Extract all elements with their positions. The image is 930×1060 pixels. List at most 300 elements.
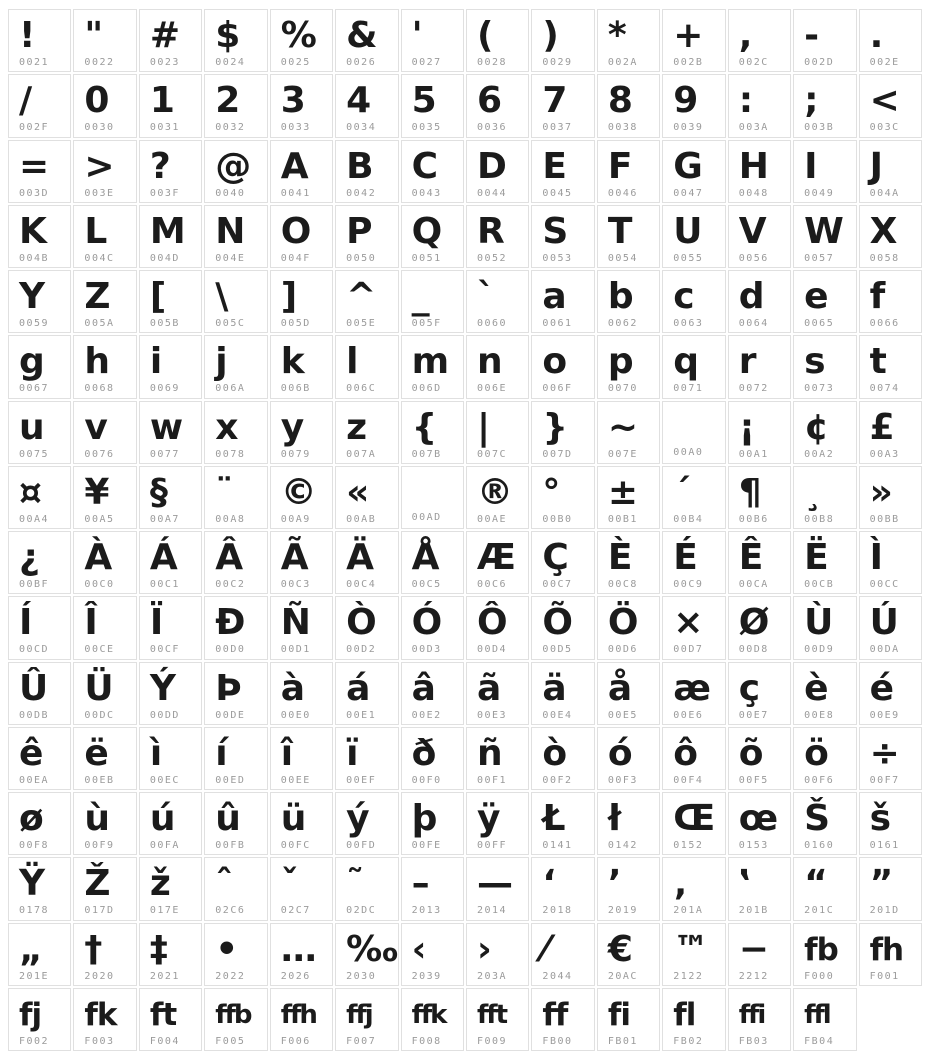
glyph-cell-00F8[interactable] — [8, 792, 71, 855]
glyph-cell-002E[interactable] — [859, 9, 922, 72]
glyph-cell-00A7[interactable] — [139, 466, 202, 529]
glyph-cell-00A9[interactable] — [270, 466, 333, 529]
glyph: 5 — [411, 80, 436, 122]
glyph-cell-00CF[interactable] — [139, 596, 202, 659]
glyph-cell-00E3[interactable] — [466, 662, 529, 725]
glyph: 6 — [476, 80, 502, 122]
glyph-cell-2018[interactable] — [531, 857, 594, 920]
glyph-cell-2044[interactable] — [531, 923, 594, 986]
glyph: _ — [411, 276, 429, 317]
codepoint-label: 203A — [476, 970, 508, 982]
glyph-cell-201C[interactable] — [793, 857, 856, 920]
glyph-cell-0160[interactable] — [793, 792, 856, 855]
glyph-cell-FB04[interactable] — [793, 988, 856, 1051]
glyph-cell-201E[interactable] — [8, 923, 71, 986]
glyph-cell-003C[interactable] — [859, 74, 922, 137]
glyph-cell-F002[interactable] — [8, 988, 71, 1051]
glyph: È — [607, 537, 632, 578]
glyph-cell-00F6[interactable] — [793, 727, 856, 790]
glyph-cell-00F9[interactable] — [73, 792, 136, 855]
glyph-cell-0067[interactable] — [8, 335, 71, 398]
glyph-cell-00D8[interactable] — [728, 596, 791, 659]
glyph-cell-00C6[interactable] — [466, 531, 529, 594]
glyph-cell-0031[interactable] — [139, 74, 202, 137]
glyph-cell-0070[interactable] — [597, 335, 660, 398]
glyph-cell-F006[interactable] — [270, 988, 333, 1051]
codepoint-label: 0058 — [869, 252, 900, 264]
glyph-cell-005B[interactable] — [139, 270, 202, 333]
glyph: V — [738, 210, 766, 252]
glyph-cell-007C[interactable] — [466, 401, 529, 464]
glyph: Ø — [738, 602, 769, 644]
glyph-cell-F001[interactable] — [859, 923, 922, 986]
codepoint-label: 004B — [19, 252, 50, 264]
glyph-cell-004C[interactable] — [73, 205, 136, 268]
glyph-cell-00B6[interactable] — [728, 466, 791, 529]
glyph-cell-005C[interactable] — [204, 270, 267, 333]
glyph-cell-0033[interactable] — [270, 74, 333, 137]
glyph: Ü — [84, 667, 113, 709]
glyph-cell-FB00[interactable] — [531, 988, 594, 1051]
codepoint-label: 0031 — [149, 122, 180, 134]
glyph-cell-00AB[interactable] — [335, 466, 398, 529]
glyph-cell-0045[interactable] — [531, 140, 594, 203]
glyph-cell-F007[interactable] — [335, 988, 398, 1051]
codepoint-label: 00FD — [346, 840, 377, 851]
glyph-cell-006F[interactable] — [531, 335, 594, 398]
glyph-cell-00D4[interactable] — [466, 596, 529, 659]
glyph-cell-2212[interactable] — [728, 923, 791, 986]
glyph: [ — [149, 276, 166, 317]
codepoint-label: 003F — [149, 187, 180, 199]
codepoint-label: 007E — [607, 448, 638, 460]
glyph-cell-0050[interactable] — [335, 205, 398, 268]
glyph: „ — [19, 928, 42, 970]
glyph-cell-201B[interactable] — [728, 857, 791, 920]
glyph-cell-005F[interactable] — [401, 270, 464, 333]
glyph-cell-00E7[interactable] — [728, 662, 791, 725]
glyph-cell-006C[interactable] — [335, 335, 398, 398]
glyph-cell-00EE[interactable] — [270, 727, 333, 790]
glyph-cell-2022[interactable] — [204, 923, 267, 986]
codepoint-label: 0043 — [411, 187, 442, 199]
glyph-cell-00E1[interactable] — [335, 662, 398, 725]
glyph-cell-00DB[interactable] — [8, 662, 71, 725]
glyph-cell-00E5[interactable] — [597, 662, 660, 725]
glyph-cell-005A[interactable] — [73, 270, 136, 333]
glyph-cell-0049[interactable] — [793, 140, 856, 203]
glyph: } — [542, 406, 568, 448]
codepoint-label: 0178 — [19, 905, 50, 917]
glyph-cell-00DC[interactable] — [73, 662, 136, 725]
glyph: + — [673, 15, 703, 56]
glyph-cell-00E9[interactable] — [859, 662, 922, 725]
glyph-cell-00D2[interactable] — [335, 596, 398, 659]
glyph-cell-007E[interactable] — [597, 401, 660, 464]
glyph-cell-006A[interactable] — [204, 335, 267, 398]
glyph-cell-003D[interactable] — [8, 140, 71, 203]
glyph-cell-2014[interactable] — [466, 857, 529, 920]
glyph-cell-00D0[interactable] — [204, 596, 267, 659]
glyph-cell-2030[interactable] — [335, 923, 398, 986]
codepoint-label: 005F — [411, 318, 442, 329]
glyph: − — [738, 928, 768, 970]
glyph-cell-00EA[interactable] — [8, 727, 71, 790]
glyph-cell-0060[interactable] — [466, 270, 529, 333]
glyph-cell-0057[interactable] — [793, 205, 856, 268]
codepoint-label: 00EA — [19, 774, 50, 786]
glyph-cell-002B[interactable] — [662, 9, 725, 72]
glyph: ( — [476, 15, 493, 56]
glyph-cell-00F1[interactable] — [466, 727, 529, 790]
glyph-cell-0152[interactable] — [662, 792, 725, 855]
glyph: Û — [19, 667, 48, 709]
glyph-cell-0071[interactable] — [662, 335, 725, 398]
glyph-cell-F008[interactable] — [401, 988, 464, 1051]
glyph-cell-004E[interactable] — [204, 205, 267, 268]
glyph-cell-00BF[interactable] — [8, 531, 71, 594]
glyph-cell-00A0[interactable] — [662, 401, 725, 464]
glyph-cell-00B1[interactable] — [597, 466, 660, 529]
glyph-cell-0023[interactable] — [139, 9, 202, 72]
glyph-cell-004B[interactable] — [8, 205, 71, 268]
glyph-cell-F009[interactable] — [466, 988, 529, 1051]
glyph-cell-0047[interactable] — [662, 140, 725, 203]
glyph-cell-0066[interactable] — [859, 270, 922, 333]
glyph-cell-0055[interactable] — [662, 205, 725, 268]
glyph: j — [215, 341, 227, 383]
glyph-cell-00F0[interactable] — [401, 727, 464, 790]
codepoint-label: 00F6 — [804, 774, 835, 786]
glyph-cell-002C[interactable] — [728, 9, 791, 72]
glyph-cell-0061[interactable] — [531, 270, 594, 333]
glyph-cell-00F4[interactable] — [662, 727, 725, 790]
glyph-cell-0026[interactable] — [335, 9, 398, 72]
codepoint-label: 00CB — [804, 579, 835, 590]
glyph-cell-00C4[interactable] — [335, 531, 398, 594]
glyph: * — [607, 15, 626, 56]
glyph-cell-0072[interactable] — [728, 335, 791, 398]
codepoint-label: 20AC — [607, 970, 638, 982]
glyph-cell-F005[interactable] — [204, 988, 267, 1051]
glyph-cell-0142[interactable] — [597, 792, 660, 855]
glyph: ¤ — [19, 471, 41, 513]
glyph-cell-201D[interactable] — [859, 857, 922, 920]
glyph-cell-0161[interactable] — [859, 792, 922, 855]
glyph-cell-00D5[interactable] — [531, 596, 594, 659]
glyph-cell-0028[interactable] — [466, 9, 529, 72]
glyph-cell-0064[interactable] — [728, 270, 791, 333]
glyph-cell-00F3[interactable] — [597, 727, 660, 790]
glyph-cell-0037[interactable] — [531, 74, 594, 137]
glyph-cell-00FE[interactable] — [401, 792, 464, 855]
glyph-cell-F004[interactable] — [139, 988, 202, 1051]
glyph-cell-2039[interactable] — [401, 923, 464, 986]
glyph-cell-00BB[interactable] — [859, 466, 922, 529]
glyph-cell-0036[interactable] — [466, 74, 529, 137]
glyph-cell-FB03[interactable] — [728, 988, 791, 1051]
glyph-cell-00A4[interactable] — [8, 466, 71, 529]
glyph-cell-00A8[interactable] — [204, 466, 267, 529]
glyph-cell-00E2[interactable] — [401, 662, 464, 725]
glyph-cell-0025[interactable] — [270, 9, 333, 72]
glyph-cell-00A2[interactable] — [793, 401, 856, 464]
glyph-cell-0068[interactable] — [73, 335, 136, 398]
codepoint-label: 0051 — [411, 252, 442, 264]
glyph-cell-0042[interactable] — [335, 140, 398, 203]
codepoint-label: 00C9 — [673, 579, 704, 590]
glyph-cell-00EB[interactable] — [73, 727, 136, 790]
codepoint-label: 00CF — [149, 644, 180, 656]
glyph-cell-002D[interactable] — [793, 9, 856, 72]
glyph-cell-0079[interactable] — [270, 401, 333, 464]
codepoint-label: 00DE — [215, 709, 246, 721]
glyph-cell-003A[interactable] — [728, 74, 791, 137]
codepoint-label: 00E9 — [869, 709, 900, 721]
glyph-cell-00B8[interactable] — [793, 466, 856, 529]
glyph-cell-0040[interactable] — [204, 140, 267, 203]
glyph-cell-2020[interactable] — [73, 923, 136, 986]
glyph: q — [673, 341, 699, 383]
glyph-cell-02C6[interactable] — [204, 857, 267, 920]
codepoint-label: 002C — [738, 57, 769, 68]
glyph-cell-203A[interactable] — [466, 923, 529, 986]
glyph-cell-004F[interactable] — [270, 205, 333, 268]
glyph-cell-00A3[interactable] — [859, 401, 922, 464]
glyph-cell-0078[interactable] — [204, 401, 267, 464]
codepoint-label: 00E6 — [673, 709, 704, 721]
glyph-cell-20AC[interactable] — [597, 923, 660, 986]
glyph: ¨ — [215, 471, 233, 513]
codepoint-label: 00EF — [346, 774, 377, 786]
glyph: Q — [411, 210, 442, 252]
glyph-cell-004A[interactable] — [859, 140, 922, 203]
glyph: Ì — [869, 537, 882, 578]
glyph-cell-00CE[interactable] — [73, 596, 136, 659]
glyph-cell-0032[interactable] — [204, 74, 267, 137]
glyph-cell-002F[interactable] — [8, 74, 71, 137]
glyph-cell-00C2[interactable] — [204, 531, 267, 594]
glyph-cell-0021[interactable] — [8, 9, 71, 72]
glyph-cell-00E0[interactable] — [270, 662, 333, 725]
glyph-cell-0053[interactable] — [531, 205, 594, 268]
glyph-cell-00DD[interactable] — [139, 662, 202, 725]
glyph-cell-0052[interactable] — [466, 205, 529, 268]
glyph-cell-002A[interactable] — [597, 9, 660, 72]
glyph-cell-006B[interactable] — [270, 335, 333, 398]
glyph: A — [280, 145, 308, 187]
glyph-cell-0039[interactable] — [662, 74, 725, 137]
glyph-cell-007A[interactable] — [335, 401, 398, 464]
glyph: Ù — [804, 602, 833, 644]
glyph-cell-0034[interactable] — [335, 74, 398, 137]
glyph-cell-00D7[interactable] — [662, 596, 725, 659]
glyph-cell-00F2[interactable] — [531, 727, 594, 790]
glyph-cell-0022[interactable] — [73, 9, 136, 72]
glyph-cell-0041[interactable] — [270, 140, 333, 203]
glyph: 8 — [607, 80, 632, 122]
glyph-cell-00C5[interactable] — [401, 531, 464, 594]
glyph-cell-2122[interactable] — [662, 923, 725, 986]
codepoint-label: 004A — [869, 187, 900, 199]
glyph-cell-00B0[interactable] — [531, 466, 594, 529]
glyph: – — [411, 863, 429, 905]
glyph-cell-006D[interactable] — [401, 335, 464, 398]
glyph-cell-0074[interactable] — [859, 335, 922, 398]
glyph-cell-00ED[interactable] — [204, 727, 267, 790]
glyph-cell-00E6[interactable] — [662, 662, 725, 725]
glyph-cell-00D6[interactable] — [597, 596, 660, 659]
glyph: i — [149, 341, 162, 383]
glyph-cell-0058[interactable] — [859, 205, 922, 268]
glyph-cell-00C8[interactable] — [597, 531, 660, 594]
glyph-cell-2019[interactable] — [597, 857, 660, 920]
glyph-cell-0062[interactable] — [597, 270, 660, 333]
codepoint-label: 2212 — [738, 970, 769, 982]
codepoint-label: 0062 — [607, 318, 638, 329]
glyph-cell-00C1[interactable] — [139, 531, 202, 594]
glyph-cell-2021[interactable] — [139, 923, 202, 986]
glyph-cell-F000[interactable] — [793, 923, 856, 986]
codepoint-label: 0021 — [19, 57, 50, 68]
glyph-cell-0043[interactable] — [401, 140, 464, 203]
glyph-cell-00E4[interactable] — [531, 662, 594, 725]
glyph-cell-0076[interactable] — [73, 401, 136, 464]
glyph-cell-F003[interactable] — [73, 988, 136, 1051]
codepoint-label: 0044 — [476, 187, 508, 199]
glyph-cell-201A[interactable] — [662, 857, 725, 920]
glyph-cell-007B[interactable] — [401, 401, 464, 464]
glyph-cell-00CB[interactable] — [793, 531, 856, 594]
codepoint-label: 00F8 — [19, 840, 50, 851]
glyph-cell-0069[interactable] — [139, 335, 202, 398]
glyph-cell-0038[interactable] — [597, 74, 660, 137]
glyph-cell-02DC[interactable] — [335, 857, 398, 920]
glyph-cell-02C7[interactable] — [270, 857, 333, 920]
codepoint-label: 00BF — [19, 579, 50, 590]
glyph: Ä — [346, 537, 374, 578]
glyph: R — [476, 210, 504, 252]
codepoint-label: 00CD — [19, 644, 50, 656]
glyph: ò — [542, 732, 567, 774]
glyph: e — [804, 276, 828, 317]
glyph: † — [84, 928, 102, 970]
glyph-cell-0073[interactable] — [793, 335, 856, 398]
glyph-cell-004D[interactable] — [139, 205, 202, 268]
glyph-cell-0063[interactable] — [662, 270, 725, 333]
glyph-cell-0059[interactable] — [8, 270, 71, 333]
glyph-cell-00AD[interactable] — [401, 466, 464, 529]
codepoint-label: 0052 — [476, 252, 508, 264]
codepoint-label: 00C8 — [607, 579, 638, 590]
glyph-cell-00F7[interactable] — [859, 727, 922, 790]
glyph-cell-0056[interactable] — [728, 205, 791, 268]
glyph-cell-0153[interactable] — [728, 792, 791, 855]
glyph-cell-00E8[interactable] — [793, 662, 856, 725]
glyph-cell-0029[interactable] — [531, 9, 594, 72]
codepoint-label: 0035 — [411, 122, 442, 134]
glyph-cell-0075[interactable] — [8, 401, 71, 464]
glyph-cell-0035[interactable] — [401, 74, 464, 137]
glyph-cell-00D1[interactable] — [270, 596, 333, 659]
glyph-cell-00FA[interactable] — [139, 792, 202, 855]
glyph: Ú — [869, 602, 898, 644]
glyph-cell-003B[interactable] — [793, 74, 856, 137]
glyph: ⁄ — [542, 928, 548, 970]
glyph-cell-FB02[interactable] — [662, 988, 725, 1051]
glyph-cell-017D[interactable] — [73, 857, 136, 920]
glyph-cell-00D3[interactable] — [401, 596, 464, 659]
glyph-cell-003E[interactable] — [73, 140, 136, 203]
glyph: Ł — [542, 798, 565, 839]
glyph-cell-00CC[interactable] — [859, 531, 922, 594]
glyph-cell-0024[interactable] — [204, 9, 267, 72]
glyph-cell-0051[interactable] — [401, 205, 464, 268]
glyph-cell-0030[interactable] — [73, 74, 136, 137]
glyph-cell-00CD[interactable] — [8, 596, 71, 659]
glyph-cell-00C7[interactable] — [531, 531, 594, 594]
glyph-cell-00CA[interactable] — [728, 531, 791, 594]
glyph-cell-00AE[interactable] — [466, 466, 529, 529]
glyph-cell-00C3[interactable] — [270, 531, 333, 594]
codepoint-label: 00E7 — [738, 709, 769, 721]
codepoint-label: FB04 — [804, 1035, 835, 1047]
glyph: Ž — [84, 863, 110, 905]
glyph-cell-00FF[interactable] — [466, 792, 529, 855]
glyph-cell-0048[interactable] — [728, 140, 791, 203]
glyph-cell-00FB[interactable] — [204, 792, 267, 855]
glyph-cell-00C9[interactable] — [662, 531, 725, 594]
glyph-cell-00F5[interactable] — [728, 727, 791, 790]
glyph-cell-00DE[interactable] — [204, 662, 267, 725]
glyph-cell-FB01[interactable] — [597, 988, 660, 1051]
glyph-cell-0141[interactable] — [531, 792, 594, 855]
glyph-cell-006E[interactable] — [466, 335, 529, 398]
glyph-cell-00FC[interactable] — [270, 792, 333, 855]
glyph-cell-0178[interactable] — [8, 857, 71, 920]
glyph-cell-003F[interactable] — [139, 140, 202, 203]
codepoint-label: 00C7 — [542, 579, 573, 590]
glyph-cell-0027[interactable] — [401, 9, 464, 72]
glyph-cell-0046[interactable] — [597, 140, 660, 203]
glyph-cell-0054[interactable] — [597, 205, 660, 268]
codepoint-label: 00A5 — [84, 513, 115, 525]
glyph: M — [149, 210, 185, 252]
glyph-cell-005E[interactable] — [335, 270, 398, 333]
glyph-cell-00FD[interactable] — [335, 792, 398, 855]
glyph-cell-2013[interactable] — [401, 857, 464, 920]
glyph-cell-0044[interactable] — [466, 140, 529, 203]
glyph-cell-00C0[interactable] — [73, 531, 136, 594]
glyph-cell-00A5[interactable] — [73, 466, 136, 529]
codepoint-label: 0056 — [738, 252, 769, 264]
glyph-cell-017E[interactable] — [139, 857, 202, 920]
glyph-cell-00A1[interactable] — [728, 401, 791, 464]
codepoint-label: 02C7 — [280, 905, 311, 917]
glyph-cell-00D9[interactable] — [793, 596, 856, 659]
glyph-cell-00EC[interactable] — [139, 727, 202, 790]
glyph-cell-007D[interactable] — [531, 401, 594, 464]
glyph-cell-00EF[interactable] — [335, 727, 398, 790]
glyph-cell-0065[interactable] — [793, 270, 856, 333]
glyph-cell-0077[interactable] — [139, 401, 202, 464]
glyph-cell-2026[interactable] — [270, 923, 333, 986]
codepoint-label: 0076 — [84, 448, 115, 460]
glyph-cell-00DA[interactable] — [859, 596, 922, 659]
glyph-cell-005D[interactable] — [270, 270, 333, 333]
glyph-cell-00B4[interactable] — [662, 466, 725, 529]
glyph: l — [346, 341, 358, 383]
